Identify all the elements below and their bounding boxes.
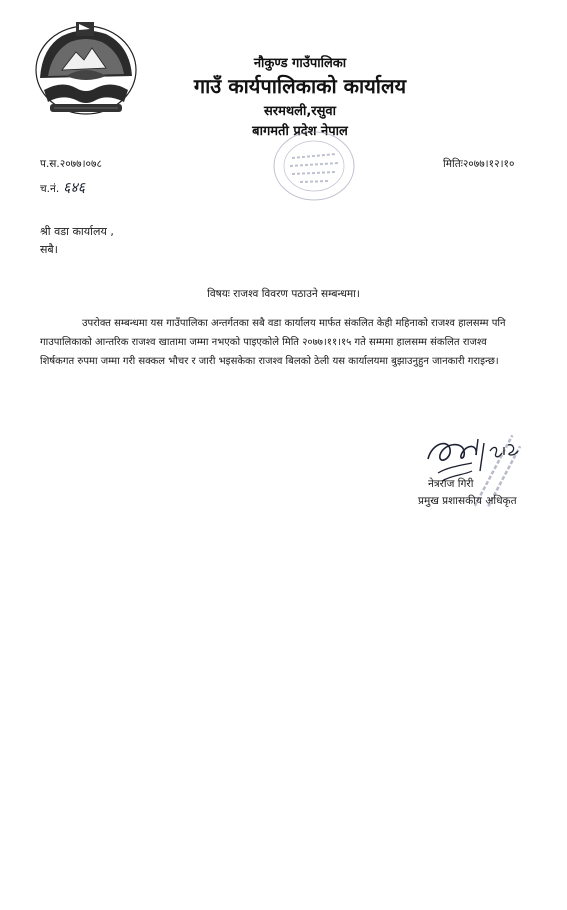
body-line-2: गाउपालिकाको आन्तरिक राजश्व खातामा जम्मा नभएको पाइएकोले मिति २०७७।११।१५ गते सम्ममा हालसम्म संकलित राजश्व <box>40 337 487 348</box>
office-title: गाउँ कार्यपालिकाको कार्यालय <box>193 74 407 98</box>
nepal-emblem-icon <box>32 18 140 118</box>
signatory-name: नेत्रराज गिरी <box>428 478 474 490</box>
office-address: सरमथली,रसुवा <box>263 104 336 119</box>
signatory-title: प्रमुख प्रशासकीय अधिकृत <box>418 495 517 507</box>
body-line-1: उपरोक्त सम्बन्धमा यस गाउँपालिका अन्तर्गतका सबै वडा कार्यालय मार्फत संकलित केही महिनाको राजश्व हालसम्म पनि <box>82 318 506 329</box>
province-name: बागमती प्रदेश नेपाल <box>252 124 348 139</box>
letter-date: मितिः२०७७।१२।१० <box>443 158 515 170</box>
municipality-name: नौकुण्ड गाउँपालिका <box>253 56 347 71</box>
dispatch-number-handwritten: ६४६ <box>63 180 86 196</box>
recipient-line-2: सबै। <box>40 243 58 256</box>
recipient-line-1: श्री वडा कार्यालय , <box>40 225 114 238</box>
body-line-3: शिर्षकगत रुपमा जम्मा गरी सक्कल भौचर र जारी भइसकेका राजश्व बिलको ठेली यस कार्यालयमा बुझाउनुहुन जानकारी गराइन्छ। <box>40 356 499 367</box>
dispatch-prefix: च.नं. <box>40 183 60 195</box>
letter-subject: विषयः राजश्व विवरण पठाउने सम्बन्धमा। <box>207 288 360 300</box>
reference-number: प.स.२०७७।०७८ <box>40 158 102 170</box>
office-stamp-icon <box>268 128 360 206</box>
dispatch-number <box>40 178 85 197</box>
